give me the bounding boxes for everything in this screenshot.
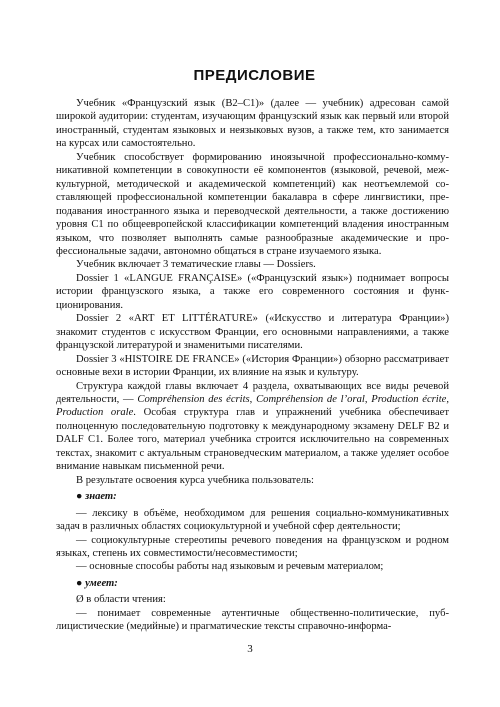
page-number: 3 [247, 643, 253, 655]
outcome-knows-heading [56, 490, 449, 503]
structure-sep-2: , [364, 393, 372, 405]
structure-text-2: . Особая структура глав и упражнений учебника обеспечивает полноценную последовательную подготовку к международному экзамену DELF B2 и DALF C1. Более того, материал учебника строится исключительно на современных текстах, знакомит с актуальным страноведческим материалом, а также уделяет особое внимание навыкам письменной речи. [56, 407, 449, 473]
page-title: ПРЕДИСЛОВИЕ [193, 67, 316, 84]
paragraph-dossier-3: Dossier 3 «HISTOIRE DE FRANCE» («История Франции») обзорно рассматривает основные вехи в истории Франции, их влияние на язык и культуру. [56, 353, 449, 379]
section-reading-name: Compréhension des écrits [137, 393, 250, 405]
section-speaking-name: Production orale [56, 407, 134, 419]
paragraph-structure [56, 380, 449, 474]
outcome-able-heading [56, 577, 449, 590]
bullet-icon: ● [76, 577, 83, 589]
structure-text-1: Структура каждой главы включает 4 раздела, охватывающих все виды речевой деятельности, — [56, 380, 449, 405]
paragraph-dossier-1: Dossier 1 «LANGUE FRANÇAISE» («Французский язык») поднимает вопросы истории французского языка, а также его современного состояния и функционирования. [56, 272, 449, 311]
reading-subheading: Ø в области чтения: [76, 594, 166, 606]
document-body [56, 97, 449, 634]
knows-label: знает: [85, 491, 117, 503]
paragraph-intro: Учебник «Французский язык (В2–С1)» (далее — учебник) адресован самой широкой аудитории: студентам, изучающим французский язык как первый или второй иностранный, студентам языковых и неязыковых вузов, а также тем, кто занимается на курсах или самостоятельно. [56, 98, 449, 150]
section-writing-name: Production écrite [371, 393, 447, 405]
outcome-knows-item-2: — социокультурные стереотипы речевого поведения на французском и родном языках, степень их совместимости/несовместимости; [56, 534, 449, 559]
able-label: умеет: [85, 577, 118, 589]
paragraph-competence: Учебник способствует формированию иноязычной профессионально-коммуникативной компетенции в совокупности её компонентов (языковой, речевой, межкультурной, методической и академической компетенций) как неотъемлемой составляющей профессиональной компетенции бакалавра в сфере лингвистики, преподавания иностранного языка и переводческой деятельности, а также достижению уровня С1 по общеевропейской классификации компетенций владения иностранным языком, что позволяет выполнять самые разнообразные академические и профессиональные задачи, автономно общаться в стране изучаемого языка. [56, 151, 449, 257]
reading-item-1: — понимает современные аутентичные общественно-политические, публицистические (медийные) и прагматические тексты справочно-информа- [56, 607, 449, 633]
paragraph-dossier-2: Dossier 2 «ART ET LITTÉRATURE» («Искусство и литература Франции») знакомит студентов с искусством Франции, его основными направлениями, а также французской литературой и знаменитыми писателями. [56, 313, 449, 352]
bullet-icon: ● [76, 491, 83, 503]
outcome-knows-item-3: — основные способы работы над языковым и речевым материалом; [76, 561, 384, 573]
outcome-knows-item-1: — лексику в объёме, необходимом для решения социально-коммуникативных задач в различных областях социокультурной и учебной сфер деятельности; [56, 507, 449, 533]
section-listening-name: Compréhension de l’oral [256, 393, 365, 405]
structure-sep-3: , [446, 393, 450, 405]
paragraph-outcomes-intro: В результате освоения курса учебника пользователь: [76, 474, 314, 486]
paragraph-dossiers-overview: Учебник включает 3 тематические главы — Dossiers. [76, 259, 316, 271]
structure-sep-1: , [249, 393, 257, 405]
